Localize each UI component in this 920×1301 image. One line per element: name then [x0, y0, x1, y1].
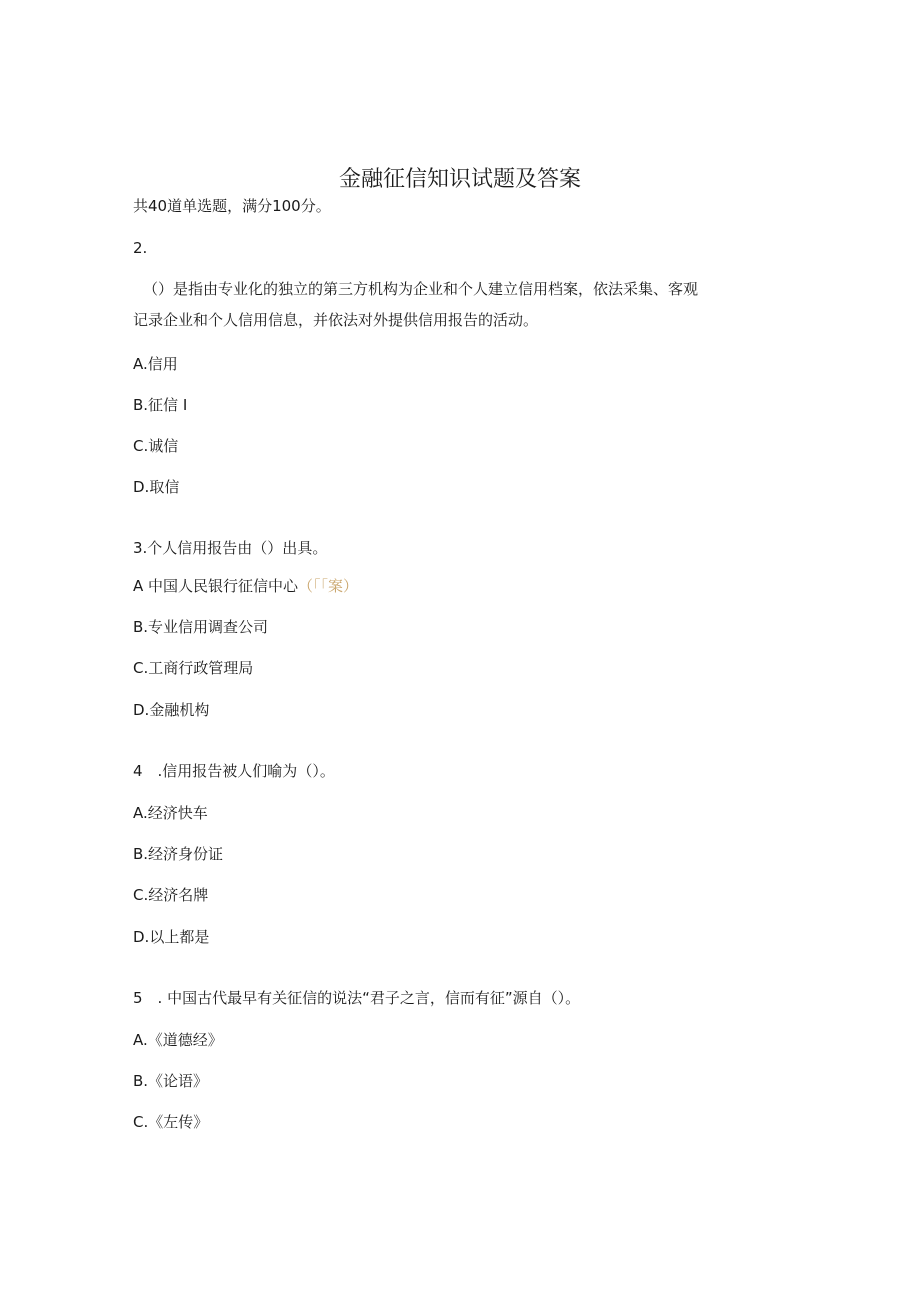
question-2-number: 2. [133, 239, 148, 257]
question-4-option-c: C.经济名牌 [133, 886, 209, 904]
document-title: 金融征信知识试题及答案 [338, 167, 581, 192]
question-3-option-b: B.专业信用调查公司 [133, 618, 269, 636]
question-3-option-c: C.工商行政管理局 [133, 659, 254, 677]
document-intro: 共40道单选题，满分100分。 [133, 197, 331, 215]
question-2-option-d: D.取信 [133, 478, 180, 496]
question-2-stem-line-2: 记录企业和个人信用信息，并依法对外提供信用报告的活动。 [133, 311, 539, 329]
question-2-option-a: A.信用 [133, 355, 178, 373]
question-5-stem: 5 . 中国古代最早有关征信的说法“君子之言，信而有征”源自（）。 [133, 989, 581, 1007]
question-3-stem: 3.个人信用报告由（）出具。 [133, 539, 328, 557]
question-4-option-a: A.经济快车 [133, 804, 208, 822]
question-3-option-d: D.金融机构 [133, 701, 210, 719]
question-5-option-c: C.《左传》 [133, 1113, 209, 1131]
answer-mark: （「「案） [298, 577, 359, 595]
question-4-option-b: B.经济身份证 [133, 845, 224, 863]
question-5-option-b: B.《论语》 [133, 1072, 209, 1090]
question-2-stem-line-1: （）是指由专业化的独立的第三方机构为企业和个人建立信用档案，依法采集、客观 [143, 280, 699, 298]
question-4-option-d: D.以上都是 [133, 928, 210, 946]
question-3-option-a [133, 576, 358, 596]
question-5-option-a: A.《道德经》 [133, 1031, 223, 1049]
question-2-option-b: B.征信 I [133, 396, 188, 414]
question-3-option-a-text: A 中国人民银行征信中心 [133, 577, 299, 595]
question-4-stem: 4 .信用报告被人们喻为（）。 [133, 762, 335, 780]
question-2-option-c: C.诚信 [133, 437, 179, 455]
